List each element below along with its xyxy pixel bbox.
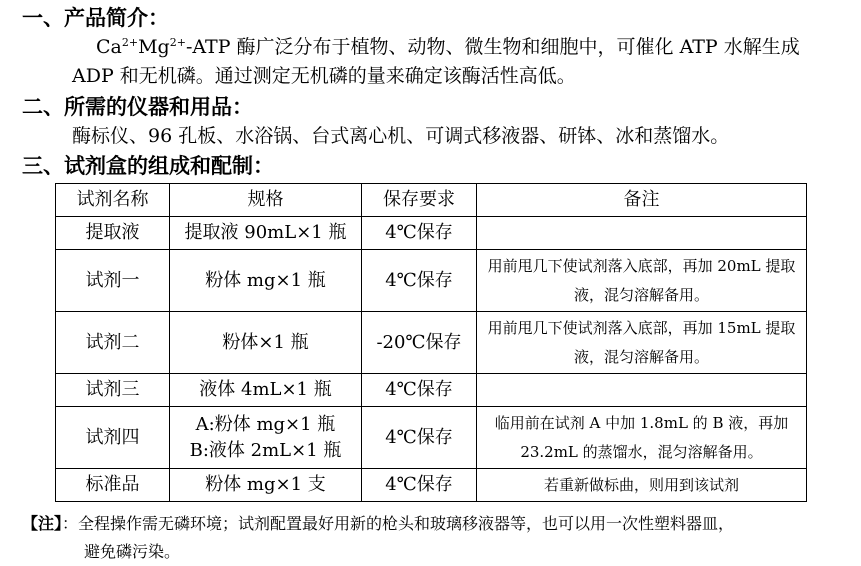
footnote-line-1 <box>22 510 822 538</box>
header-name: 试剂名称 <box>56 184 170 217</box>
cell-name: 标准品 <box>56 469 170 502</box>
section-heading-equipment: 二、所需的仪器和用品： <box>22 95 253 119</box>
cell-storage: 4℃保存 <box>362 469 477 502</box>
section-heading-intro: 一、产品简介： <box>22 6 169 30</box>
cell-spec-b: B:液体 2mL×1 瓶 <box>189 439 342 461</box>
cell-storage: -20℃保存 <box>362 312 477 374</box>
intro-rest: -ATP 酶广泛分布于植物、动物、微生物和细胞中，可催化 ATP 水解生成 <box>185 36 800 58</box>
cell-spec: 提取液 90mL×1 瓶 <box>170 217 362 250</box>
footnote-line-2: 避免磷污染。 <box>84 542 181 561</box>
cell-spec: 液体 4mL×1 瓶 <box>170 374 362 407</box>
cell-name: 提取液 <box>56 217 170 250</box>
header-spec: 规格 <box>170 184 362 217</box>
cell-storage: 4℃保存 <box>362 374 477 407</box>
table-row <box>56 407 807 469</box>
intro-mg-sup: 2+ <box>169 36 186 49</box>
cell-note <box>477 374 807 407</box>
cell-name: 试剂一 <box>56 250 170 312</box>
cell-storage: 4℃保存 <box>362 407 477 469</box>
table-row <box>56 217 807 250</box>
cell-name: 试剂三 <box>56 374 170 407</box>
cell-storage: 4℃保存 <box>362 250 477 312</box>
cell-storage: 4℃保存 <box>362 217 477 250</box>
cell-spec: 粉体×1 瓶 <box>170 312 362 374</box>
cell-note: 用前甩几下使试剂落入底部，再加 20mL 提取液，混匀溶解备用。 <box>477 250 807 312</box>
cell-note: 临用前在试剂 A 中加 1.8mL 的 B 液，再加 23.2mL 的蒸馏水，混匀溶解备用。 <box>477 407 807 469</box>
table-row <box>56 312 807 374</box>
cell-note <box>477 217 807 250</box>
footnote-text: ：全程操作需无磷环境；试剂配置最好用新的枪头和玻璃移液器等，也可以用一次性塑料器皿， <box>62 514 735 533</box>
intro-ca-sup: 2+ <box>121 36 139 49</box>
reagent-table <box>55 183 807 502</box>
table-header-row <box>56 184 807 217</box>
cell-spec-a: A:粉体 mg×1 瓶 <box>195 413 336 435</box>
table-row <box>56 469 807 502</box>
intro-mg: Mg <box>138 36 170 58</box>
cell-spec <box>170 407 362 469</box>
section-heading-kit: 三、试剂盒的组成和配制： <box>22 154 274 178</box>
header-storage: 保存要求 <box>362 184 477 217</box>
cell-spec: 粉体 mg×1 支 <box>170 469 362 502</box>
cell-note: 若重新做标曲，则用到该试剂 <box>477 469 807 502</box>
intro-ca: Ca <box>96 36 122 58</box>
table-row <box>56 250 807 312</box>
equipment-list: 酶标仪、96 孔板、水浴锅、台式离心机、可调式移液器、研钵、冰和蒸馏水。 <box>72 125 730 147</box>
cell-name: 试剂四 <box>56 407 170 469</box>
cell-spec: 粉体 mg×1 瓶 <box>170 250 362 312</box>
table-row <box>56 374 807 407</box>
cell-note: 用前甩几下使试剂落入底部，再加 15mL 提取液，混匀溶解备用。 <box>477 312 807 374</box>
cell-name: 试剂二 <box>56 312 170 374</box>
header-note: 备注 <box>477 184 807 217</box>
intro-line-2: ADP 和无机磷。通过测定无机磷的量来确定该酶活性高低。 <box>72 65 576 87</box>
footnote-tag: 【注】 <box>22 514 63 533</box>
intro-line-1 <box>96 35 800 59</box>
